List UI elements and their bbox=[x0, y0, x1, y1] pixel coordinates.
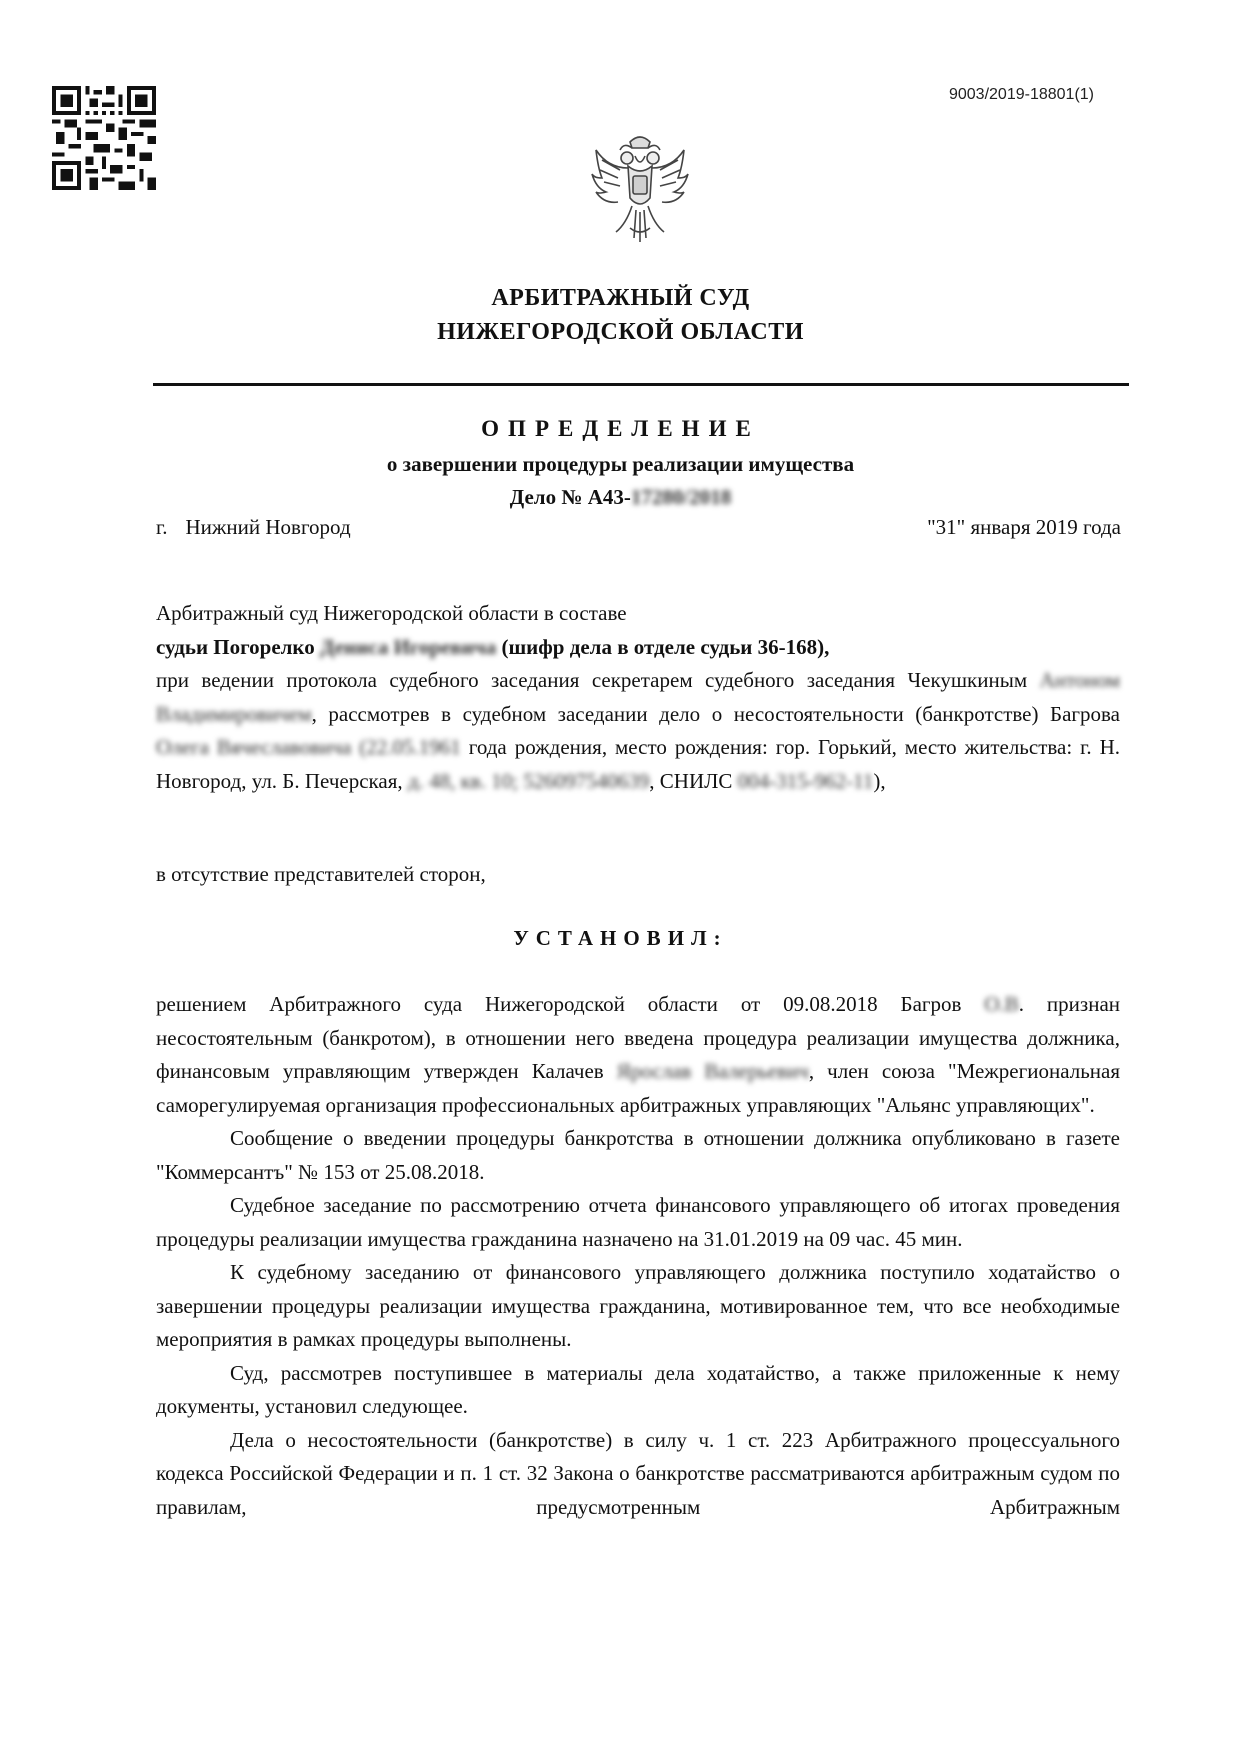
snils-redacted: 004-315-962-11 bbox=[737, 768, 874, 793]
document-date: "31" января 2019 года bbox=[927, 515, 1121, 539]
judge-suffix: (шифр дела в отделе судьи 36-168), bbox=[496, 634, 830, 659]
court-name-line1: АРБИТРАЖНЫЙ СУД bbox=[491, 285, 750, 311]
p1-initials-redacted: О.В bbox=[984, 992, 1019, 1016]
city-name: Нижний Новгород bbox=[185, 515, 351, 539]
case-number bbox=[0, 485, 1241, 510]
paragraph-4: К судебному заседанию от финансового управляющего должника поступило ходатайство о завершении процедуры реализации имущества гражданина, мотивированное тем, что все необходимые мероприятия в рамках процедуры выполнены. bbox=[156, 1260, 1120, 1351]
p1-text-c: , член союза "Межрегиональная саморегулируемая организация профессиональных арбитражных управляющих "Альянс управляющих". bbox=[156, 1059, 1120, 1117]
address-redacted: д. 48, кв. 10; 526097540639 bbox=[407, 768, 650, 793]
case-number-redacted: 17280/2018 bbox=[630, 485, 732, 509]
paragraph-5: Суд, рассмотрев поступившее в материалы дела ходатайство, а также приложенные к нему документы, установил следующее. bbox=[156, 1360, 1120, 1418]
intro-text-4: , СНИЛС bbox=[649, 768, 738, 793]
city-prefix: г. bbox=[156, 515, 168, 539]
coat-of-arms-emblem-icon bbox=[590, 128, 690, 246]
intro-text-5: ), bbox=[873, 768, 886, 793]
intro-text-2: , рассмотрев в судебном заседании дело о несостоятельности (банкротстве) Багрова bbox=[311, 701, 1120, 726]
document-id: 9003/2019-18801(1) bbox=[948, 86, 1094, 103]
court-name-line2: НИЖЕГОРОДСКОЙ ОБЛАСТИ bbox=[437, 319, 804, 345]
intro-line: Арбитражный суд Нижегородской области в составе bbox=[156, 601, 627, 625]
debtor-name-redacted: Олега Вячеславовича (22.05.1961 bbox=[156, 735, 461, 759]
paragraph-2: Сообщение о введении процедуры банкротства в отношении должника опубликовано в газете "Коммерсантъ" № 153 от 25.08.2018. bbox=[156, 1126, 1120, 1184]
absent-parties: в отсутствие представителей сторон, bbox=[156, 862, 486, 886]
paragraph-6: Дела о несостоятельности (банкротстве) в силу ч. 1 ст. 223 Арбитражного процессуального кодекса Российской Федерации и п. 1 ст. 32 Закона о банкротстве рассматриваются арбитражным судом по правилам, предусмотренным Арбитражным bbox=[156, 1427, 1120, 1519]
judge-line bbox=[156, 631, 1120, 665]
document-subtitle: о завершении процедуры реализации имущества bbox=[386, 452, 855, 476]
header-divider bbox=[153, 383, 1129, 386]
judge-prefix: судьи Погорелко bbox=[156, 634, 321, 659]
paragraph-1 bbox=[156, 988, 1120, 1122]
city bbox=[156, 515, 351, 540]
intro-text-1: при ведении протокола судебного заседания секретарем судебного заседания Чекушкиным bbox=[156, 668, 1040, 692]
secretary-name-redacted: Антоном Владимировичем bbox=[156, 668, 1120, 726]
case-prefix: Дело № А43- bbox=[509, 485, 631, 509]
judge-name-redacted: Дениса Игоревича bbox=[320, 634, 497, 659]
main-body bbox=[156, 988, 1120, 1524]
p1-text-b: . признан несостоятельным (банкротом), в отношении него введена процедура реализации имущества должника, финансовым управляющим утвержден Калачев bbox=[156, 992, 1120, 1083]
paragraph-3: Судебное заседание по рассмотрению отчета финансового управляющего об итогах проведения процедуры реализации имущества гражданина назначено на 31.01.2019 на 09 час. 45 мин. bbox=[156, 1193, 1120, 1251]
section-heading-established: УСТАНОВИЛ: bbox=[513, 926, 728, 950]
intro-paragraph bbox=[156, 664, 1120, 798]
intro-text-3: года рождения, место рождения: гор. Горький, место жительства: г. Н. Новгород, ул. Б. Печерская, bbox=[156, 735, 1120, 793]
document-title: ОПРЕДЕЛЕНИЕ bbox=[481, 416, 760, 441]
manager-name-redacted: Ярослав Валерьевич bbox=[616, 1059, 809, 1083]
p1-text-a: решением Арбитражного суда Нижегородской области от 09.08.2018 Багров bbox=[156, 992, 985, 1016]
qr-code-icon bbox=[52, 86, 156, 190]
intro-block bbox=[156, 597, 1120, 798]
